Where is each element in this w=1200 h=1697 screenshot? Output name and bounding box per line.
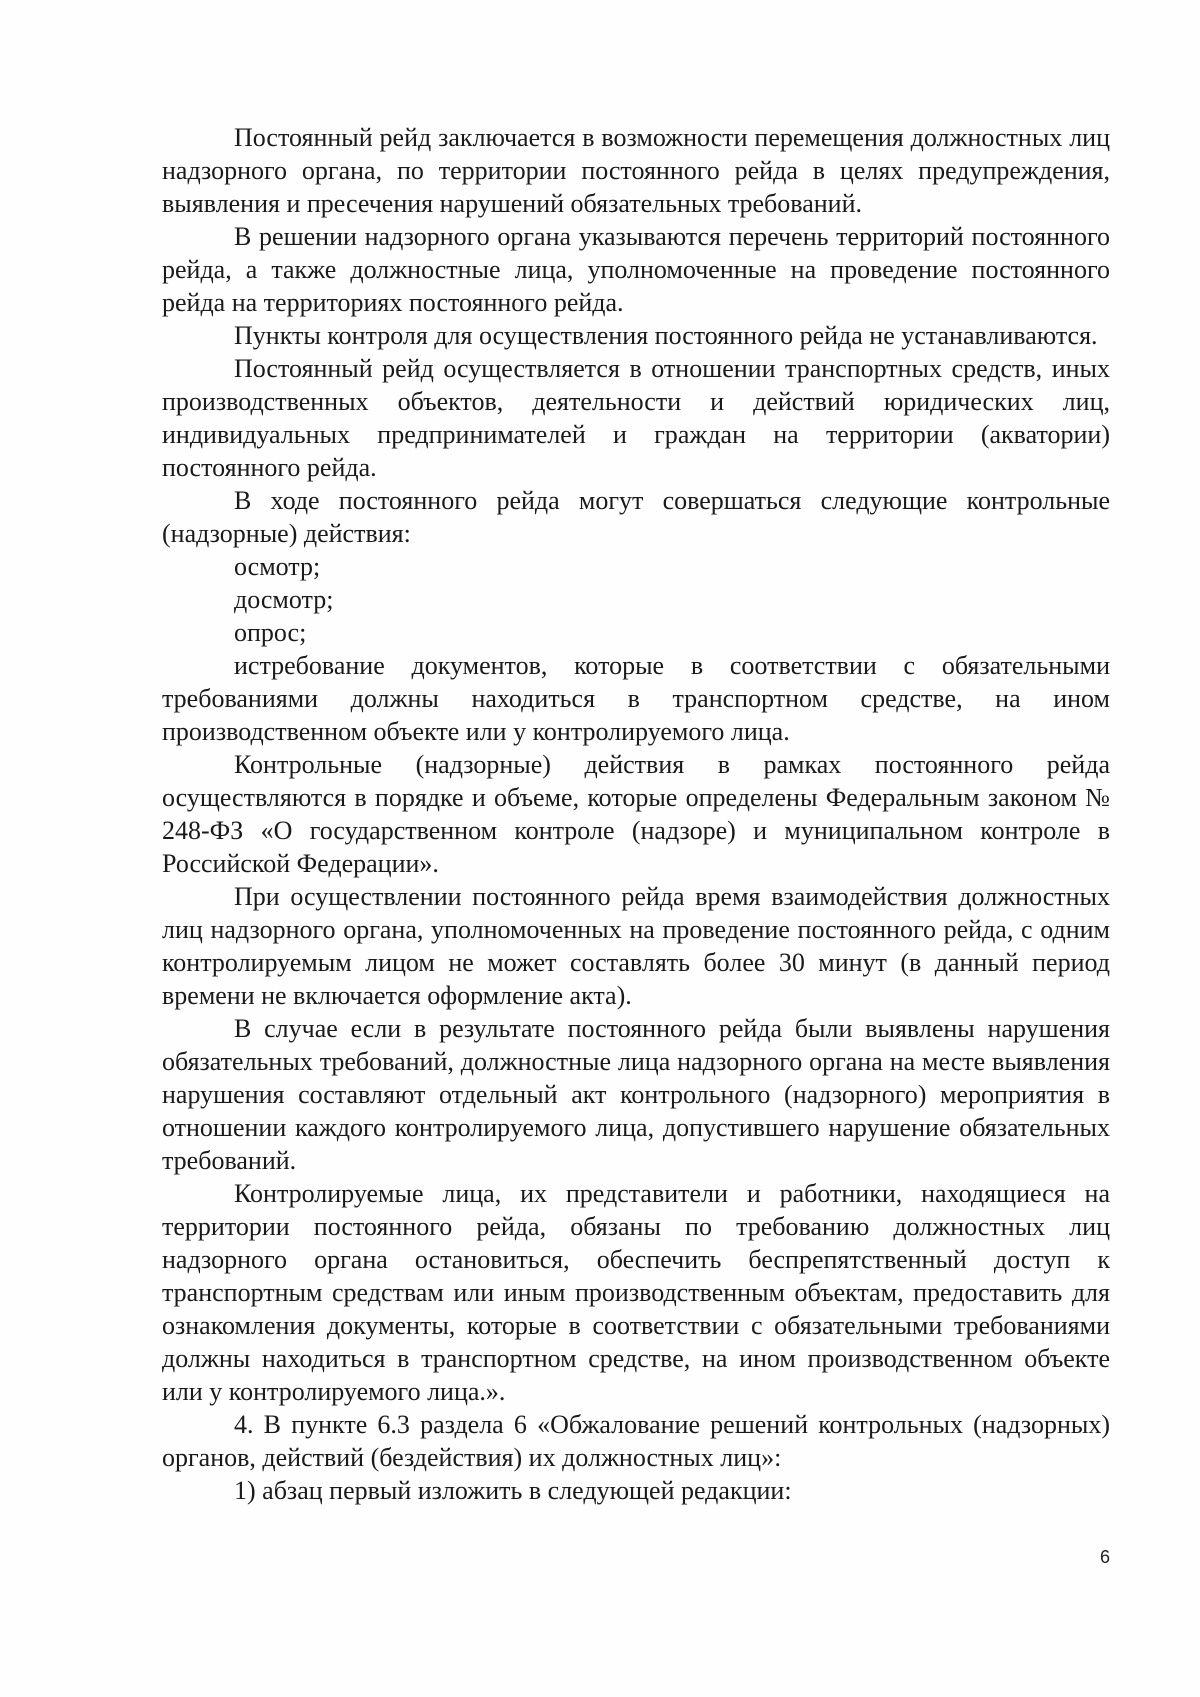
paragraph-controlled-persons-duties: Контролируемые лица, их представители и работники, находящиеся на территории постоянного рейда, обязаны по требованию должностных лиц надзорного органа остановиться, обеспечить беспрепятственный доступ к транспортным средствам или иным производственным объектам, предоставить для ознакомления документы, которые в соответствии с обязательными требованиями должны находиться в транспортном средстве, на ином производственном объекте или у контролируемого лица.». — [162, 1179, 1110, 1406]
paragraph-permanent-raid-definition: Постоянный рейд заключается в возможности перемещения должностных лиц надзорного органа, по территории постоянного рейда в целях предупреждения, выявления и пресечения нарушений обязательных требований. — [162, 123, 1110, 218]
paragraph-interaction-time: При осуществлении постоянного рейда время взаимодействия должностных лиц надзорного органа, уполномоченных на проведение постоянного рейда, с одним контролируемым лицом не может составлять более 30 минут (в данный период времени не включается оформление акта). — [162, 882, 1110, 1010]
paragraph-raid-scope: Постоянный рейд осуществляется в отношении транспортных средств, иных производственных объектов, деятельности и действий юридических лиц, индивидуальных предпринимателей и граждан на территории (акватории) постоянного рейда. — [162, 354, 1110, 482]
paragraph-control-actions-intro: В ходе постоянного рейда могут совершаться следующие контрольные (надзорные) действия: — [162, 486, 1110, 548]
paragraph-amendment-item-4: 4. В пункте 6.3 раздела 6 «Обжалование решений контрольных (надзорных) органов, действий (бездействия) их должностных лиц»: — [162, 1410, 1110, 1472]
paragraph-federal-law-reference: Контрольные (надзорные) действия в рамках постоянного рейда осуществляются в порядке и объеме, которые определены Федеральным законом № 248-ФЗ «О государственном контроле (надзоре) и муниципальном контроле в Российской Федерации». — [162, 750, 1110, 878]
paragraph-violation-act: В случае если в результате постоянного рейда были выявлены нарушения обязательных требований, должностные лица надзорного органа на месте выявления нарушения составляют отдельный акт контрольного (надзорного) мероприятия в отношении каждого контролируемого лица, допустившего нарушение обязательных требований. — [162, 1014, 1110, 1175]
list-item-search: досмотр; — [234, 585, 334, 614]
paragraph-document-request: истребование документов, которые в соответствии с обязательными требованиями должны находиться в транспортном средстве, на ином производственном объекте или у контролируемого лица. — [162, 651, 1110, 746]
page-number: 6 — [1100, 1547, 1111, 1567]
list-item-survey: опрос; — [234, 618, 307, 647]
list-item-inspection: осмотр; — [234, 552, 321, 581]
paragraph-control-points: Пункты контроля для осуществления постоянного рейда не устанавливаются. — [234, 321, 1098, 350]
paragraph-amendment-subitem-1: 1) абзац первый изложить в следующей редакции: — [234, 1476, 792, 1505]
document-body — [162, 121, 1110, 1507]
paragraph-decision-territories: В решении надзорного органа указываются перечень территорий постоянного рейда, а также должностные лица, уполномоченные на проведение постоянного рейда на территориях постоянного рейда. — [162, 222, 1110, 317]
